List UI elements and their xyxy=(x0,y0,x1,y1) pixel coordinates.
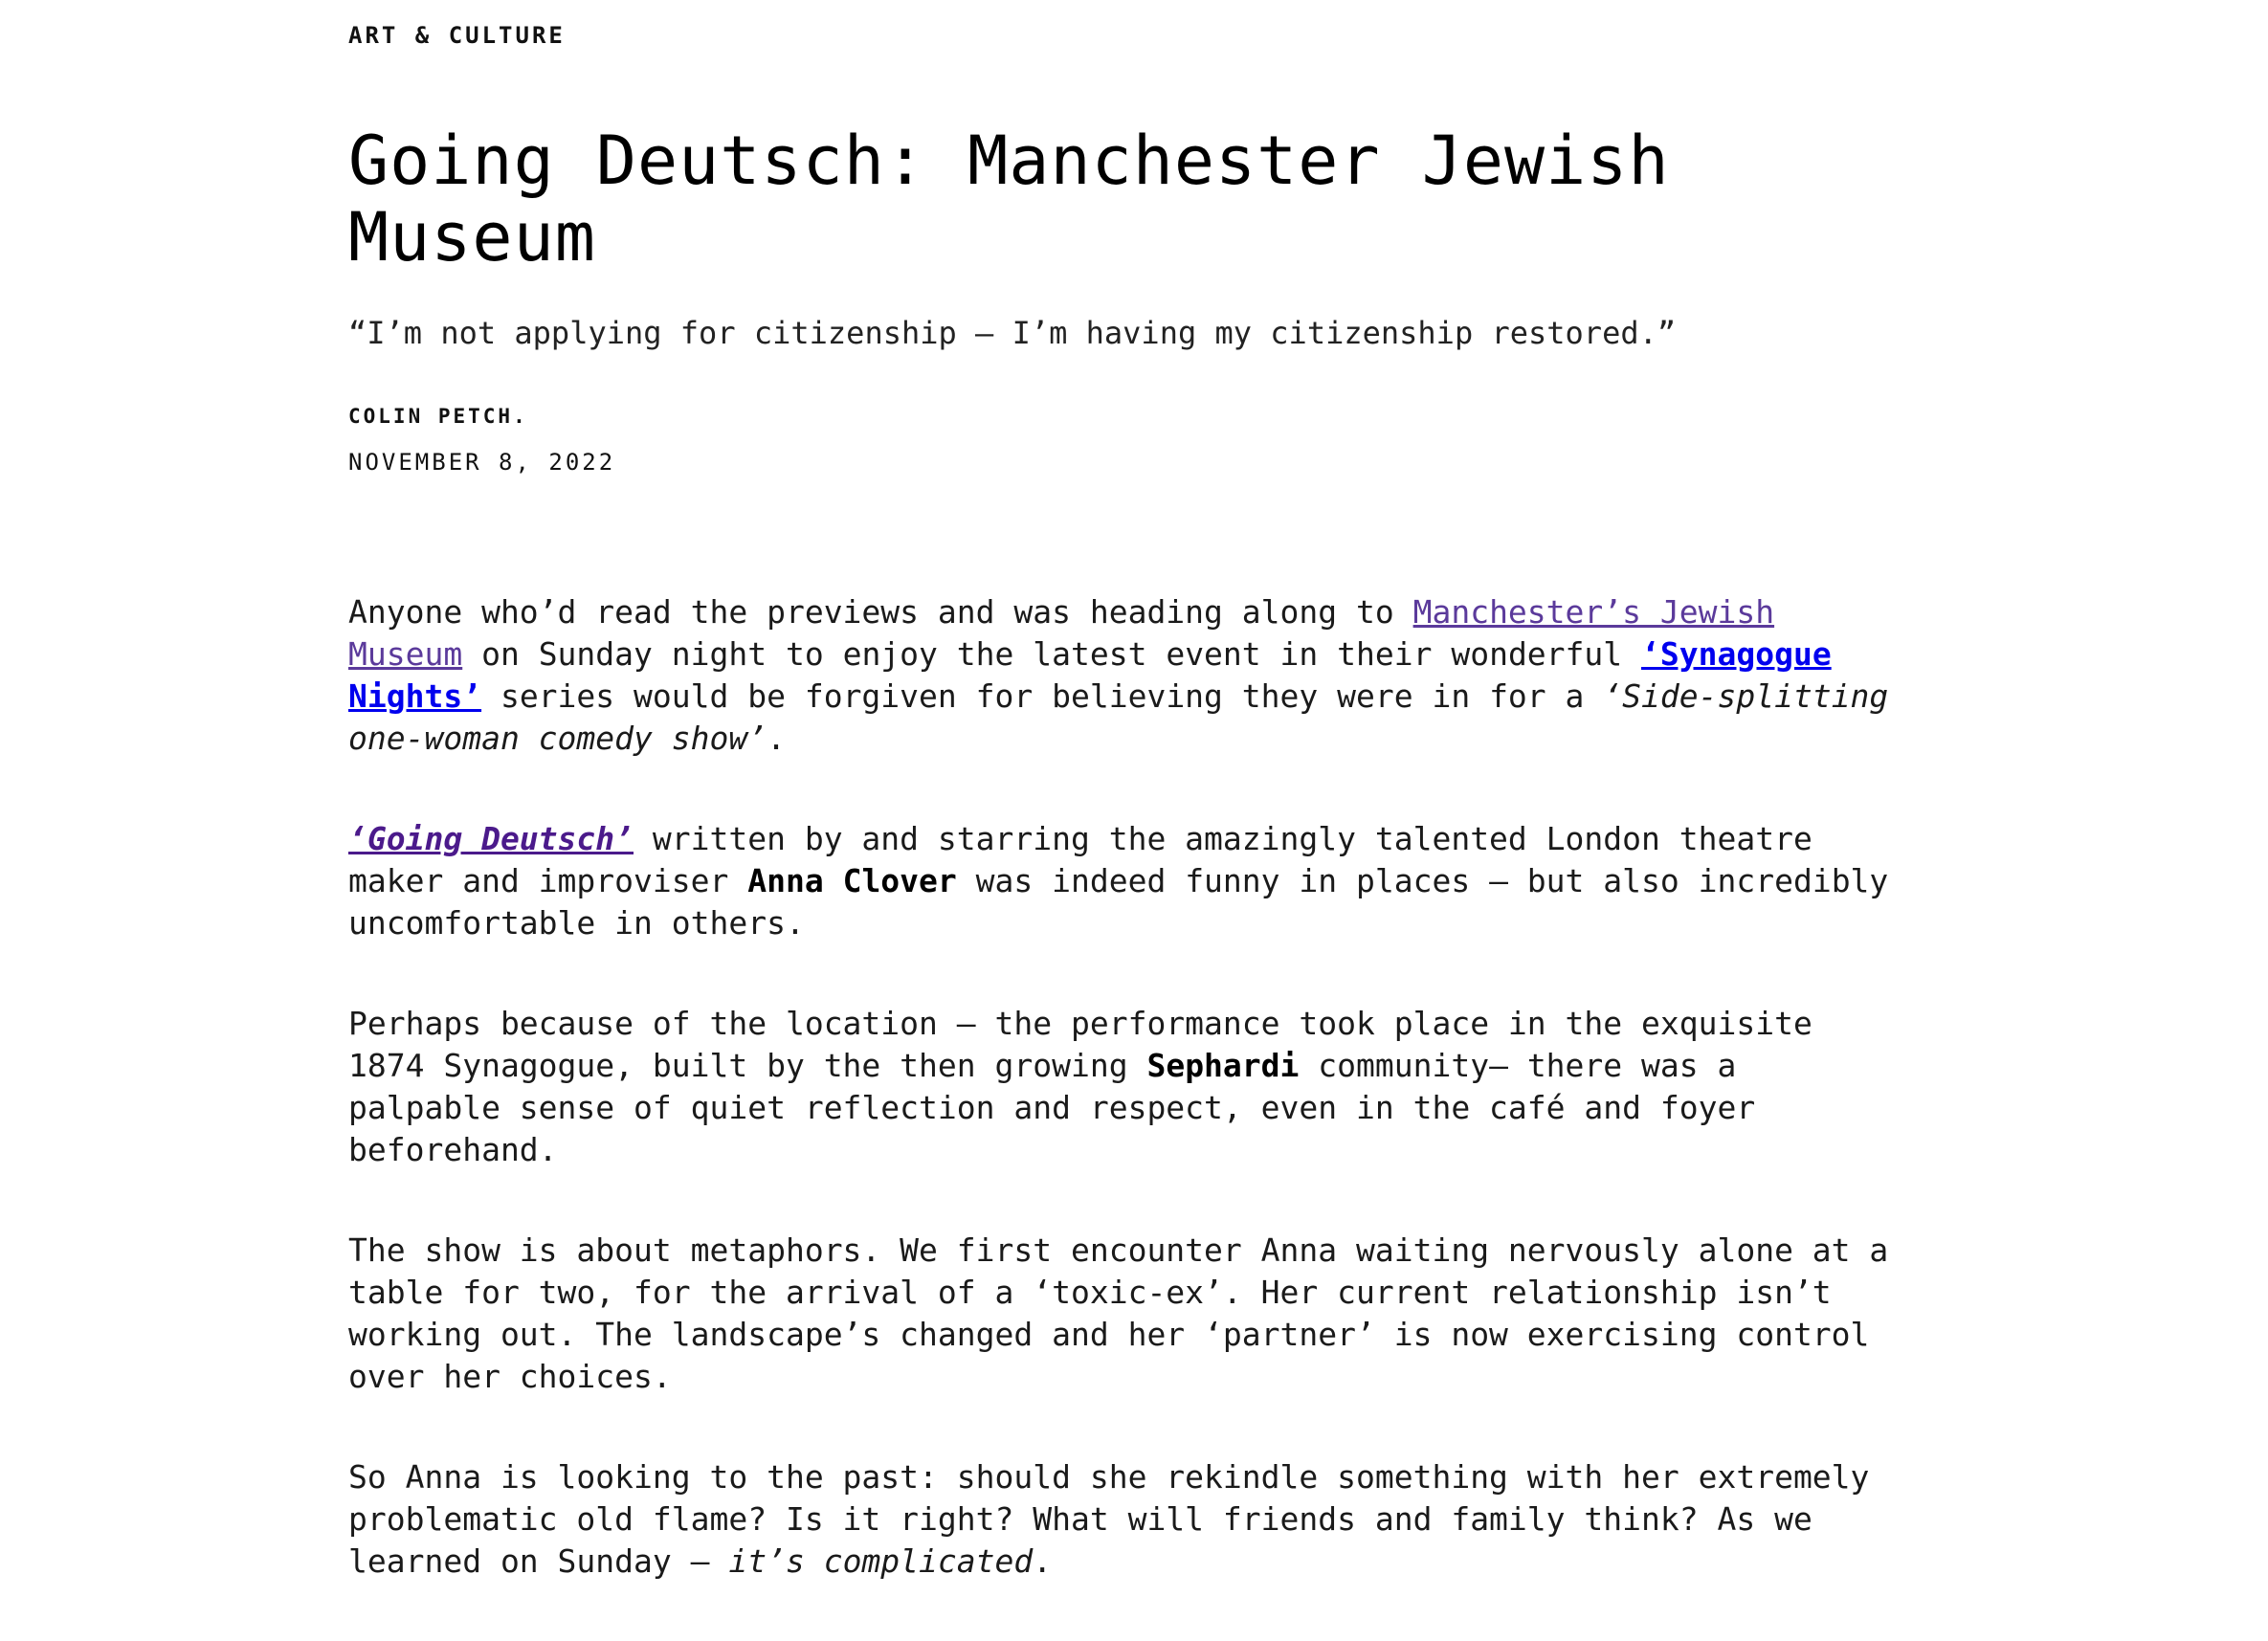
paragraph-text: was indeed funny in places – but also incredibly uncomfortable in others. xyxy=(348,862,1889,942)
paragraph xyxy=(348,591,1899,760)
publish-date: NOVEMBER 8, 2022 xyxy=(348,449,616,476)
emphasis-text: it’s complicated xyxy=(728,1542,1034,1580)
paragraph xyxy=(348,1456,1899,1583)
article xyxy=(348,0,1899,1641)
category-label[interactable]: ART & CULTURE xyxy=(348,22,566,49)
author-name[interactable]: COLIN PETCH. xyxy=(348,405,528,428)
article-title: Going Deutsch: Manchester Jewish Museum xyxy=(348,122,1670,277)
paragraph xyxy=(348,1230,1899,1398)
article-subtitle: “I’m not applying for citizenship – I’m having my citizenship restored.” xyxy=(348,315,1677,351)
paragraph-text: The show is about metaphors. We first encounter Anna waiting nervously alone at a table for two, for the arrival of a ‘toxic-ex’. Her current relationship isn’t working out. The landscape’s changed and her ‘partner’ is now exercising control over her choices. xyxy=(348,1231,1889,1395)
paragraph-text: . xyxy=(1033,1542,1053,1580)
paragraph-text: series would be forgiven for believing they were in for a xyxy=(481,677,1604,715)
bold-name: Anna Clover xyxy=(747,862,957,899)
paragraph-text: community– there was a palpable sense of quiet reflection and respect, even in the café and foyer beforehand. xyxy=(348,1047,1756,1168)
synagogue-nights-link[interactable]: ‘Synagogue Nights’ xyxy=(348,635,1832,715)
paragraph-text: on Sunday night to enjoy the latest event in their wonderful xyxy=(462,635,1642,673)
paragraph-text: Anyone who’d read the previews and was heading along to xyxy=(348,593,1413,631)
article-body xyxy=(348,591,1899,1583)
paragraph-text: . xyxy=(767,720,786,757)
going-deutsch-link[interactable]: ‘Going Deutsch’ xyxy=(348,820,634,857)
manchester-jewish-museum-link[interactable]: Manchester’s Jewish Museum xyxy=(348,593,1775,673)
paragraph xyxy=(348,1003,1899,1171)
paragraph-text: written by and starring the amazingly talented London theatre maker and improviser xyxy=(348,820,1812,899)
bold-term: Sephardi xyxy=(1146,1047,1300,1084)
paragraph-text: Perhaps because of the location – the performance took place in the exquisite 1874 Synagogue, built by the then growing xyxy=(348,1005,1812,1084)
paragraph xyxy=(348,818,1899,944)
paragraph-text: So Anna is looking to the past: should she rekindle something with her extremely problematic old flame? Is it right? What will friends and family think? As we learned on Sunday – xyxy=(348,1458,1870,1580)
emphasis-text: ‘Side-splitting one-woman comedy show’ xyxy=(348,677,1889,757)
